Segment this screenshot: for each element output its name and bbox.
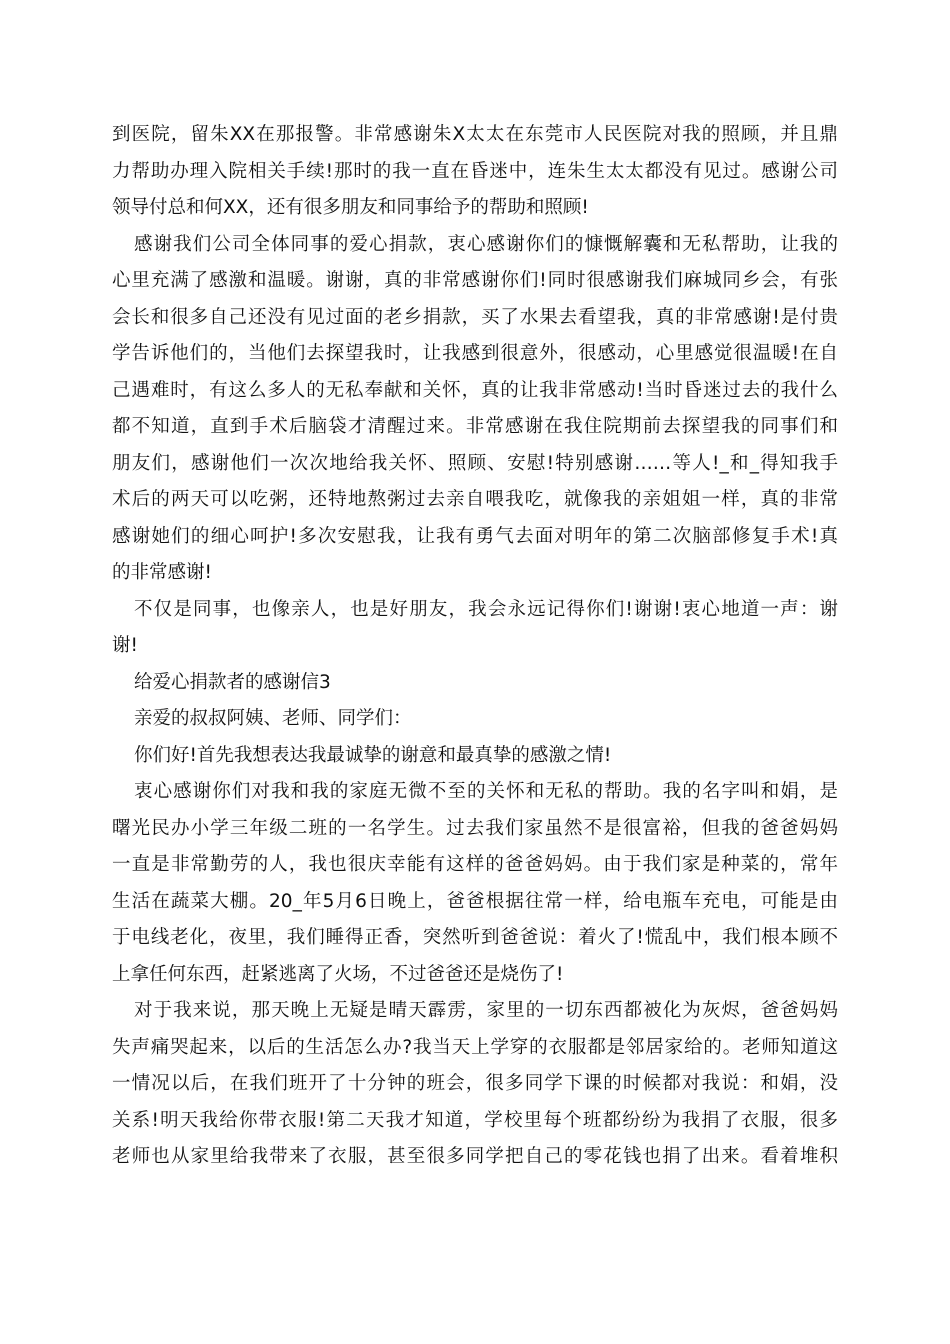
text-line: 关系!明天我给你带衣服!第二天我才知道，学校里每个班都纷纷为我捐了衣服，很多: [112, 1109, 838, 1131]
text-line: 失声痛哭起来，以后的生活怎么办?我当天上学穿的衣服都是邻居家给的。老师知道这: [112, 1036, 838, 1058]
text-line: 都不知道，直到手术后脑袋才清醒过来。非常感谢在我住院期前去探望我的同事们和: [112, 416, 838, 437]
text-line: 己遇难时，有这么多人的无私奉献和关怀，真的让我非常感动!当时昏迷过去的我什么: [112, 379, 838, 401]
text-line: 一情况以后，在我们班开了十分钟的班会，很多同学下课的时候都对我说：和娟，没: [112, 1073, 838, 1094]
text-line: 曙光民办小学三年级二班的一名学生。过去我们家虽然不是很富裕，但我的爸爸妈妈: [112, 817, 838, 839]
text-line: 到医院，留朱XX在那报警。非常感谢朱X太太在东莞市人民医院对我的照顾，并且鼎: [112, 124, 838, 145]
text-line: 于电线老化，夜里，我们睡得正香，突然听到爸爸说：着火了!慌乱中，我们根本顾不: [112, 927, 838, 948]
text-line: 给爱心捐款者的感谢信3: [134, 671, 331, 693]
text-line: 一直是非常勤劳的人，我也很庆幸能有这样的爸爸妈妈。由于我们家是种菜的，常年: [112, 854, 838, 875]
text-line: 衷心感谢你们对我和我的家庭无微不至的关怀和无私的帮助。我的名字叫和娟，是: [134, 781, 838, 802]
text-line: 学告诉他们的，当他们去探望我时，让我感到很意外，很感动，心里感觉很温暖!在自: [112, 343, 838, 364]
text-line: 亲爱的叔叔阿姨、老师、同学们：: [134, 708, 412, 729]
text-line: 不仅是同事，也像亲人，也是好朋友，我会永远记得你们!谢谢!衷心地道一声：谢: [134, 598, 838, 620]
text-line: 感谢她们的细心呵护!多次安慰我，让我有勇气去面对明年的第二次脑部修复手术!真: [112, 525, 838, 547]
text-line: 朋友们，感谢他们一次次地给我关怀、照顾、安慰!特别感谢……等人!_和_得知我手: [112, 452, 838, 474]
text-line: 谢!: [112, 635, 138, 656]
text-line: 你们好!首先我想表达我最诚挚的谢意和最真挚的感激之情!: [134, 744, 612, 766]
text-line: 上拿任何东西，赶紧逃离了火场，不过爸爸还是烧伤了!: [112, 963, 564, 985]
letter-body: [112, 117, 838, 1176]
text-line: 领导付总和何XX，还有很多朋友和同事给予的帮助和照顾!: [112, 197, 589, 218]
text-line: 的非常感谢!: [112, 562, 212, 583]
text-line: 会长和很多自己还没有见过面的老乡捐款，买了水果去看望我，真的非常感谢!是付贵: [112, 306, 838, 328]
text-line: 心里充满了感激和温暖。谢谢，真的非常感谢你们!同时很感谢我们麻城同乡会，有张: [112, 270, 838, 291]
text-line: 感谢我们公司全体同事的爱心捐款，衷心感谢你们的慷慨解囊和无私帮助，让我的: [134, 233, 838, 255]
text-line: 生活在蔬菜大棚。20_年5月6日晚上，爸爸根据往常一样，给电瓶车充电，可能是由: [112, 890, 838, 912]
text-line: 对于我来说，那天晚上无疑是晴天霹雳，家里的一切东西都被化为灰烬，爸爸妈妈: [134, 1000, 838, 1021]
text-line: 术后的两天可以吃粥，还特地熬粥过去亲自喂我吃，就像我的亲姐姐一样，真的非常: [112, 489, 838, 510]
text-line: 力帮助办理入院相关手续!那时的我一直在昏迷中，连朱生太太都没有见过。感谢公司: [112, 160, 838, 182]
text-line: 老师也从家里给我带来了衣服，甚至很多同学把自己的零花钱也捐了出来。看着堆积: [112, 1146, 838, 1167]
